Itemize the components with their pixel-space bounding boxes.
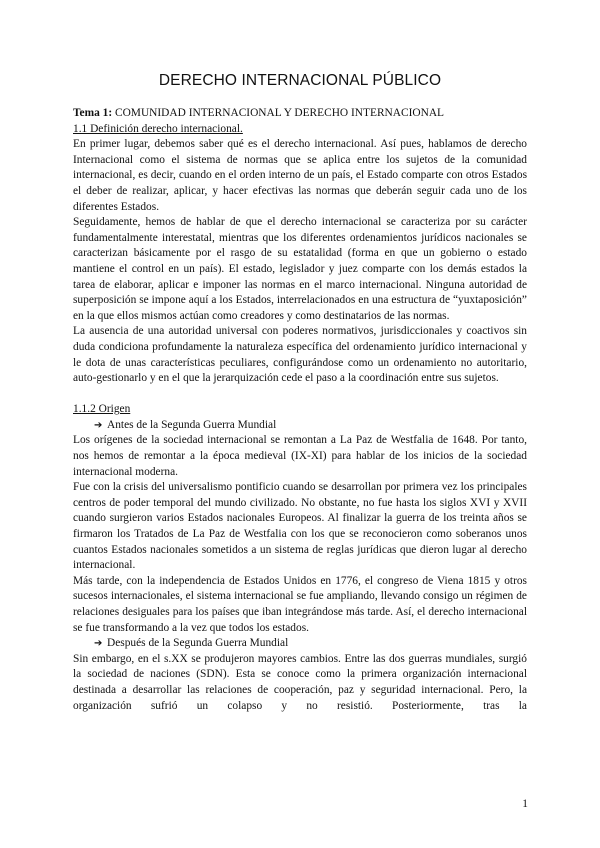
section-heading-1-1: 1.1 Definición derecho internacional. [73,122,243,135]
bullet-item [94,418,527,434]
arrow-right-icon: ➔ [94,638,103,650]
bullet-text: Antes de la Segunda Guerra Mundial [107,418,277,431]
topic-title: COMUNIDAD INTERNACIONAL Y DERECHO INTERNACIONAL [112,107,445,119]
spacer [73,387,527,403]
bullet-item [94,636,527,652]
topic-label: Tema 1: [73,107,113,119]
paragraph: Sin embargo, en el s.XX se produjeron mayores cambios. Entre las dos guerras mundiales, surgió la sociedad de naciones (SDN). Esta se conoce como la primera organización internacional destinada a desarrollar las relaciones de cooperación, paz y seguridad internacional. Pero, la organización sufrió un colapso y no resistió. Posteriormente, tras la [73,652,527,712]
arrow-right-icon: ➔ [94,419,103,431]
document-body [73,106,527,714]
paragraph: Fue con la crisis del universalismo pontificio cuando se desarrollan por primera vez los principales centros de poder temporal del mundo civilizado. No obstante, no fue hasta los siglos XVI y XVII cuando surgieron varios Estados nacionales Europeos. Al finalizar la guerra de los treinta años se firmaron los Tratados de La Paz de Westfalia con los que se reconocieron como soberanos unos cuantos Estados nacionales sometidos a un sistema de reglas jurídicas que dieron lugar al derecho internacional. [73,481,527,572]
paragraph: Más tarde, con la independencia de Estados Unidos en 1776, el congreso de Viena 1815 y otros sucesos internacionales, el sistema internacional se fue ampliando, llevando consigo un régimen de relaciones desiguales para los países que iban integrándose más tarde. Así, el derecho internacional se fue transformando a la vez que todos los estados. [73,574,527,634]
paragraph: La ausencia de una autoridad universal con poderes normativos, jurisdiccionales y coactivos sin duda condiciona profundamente la naturaleza específica del ordenamiento jurídico internacional y le dota de unas características peculiares, configurándose como un ordenamiento no autoritario, auto-gestionarlo y en el que la jerarquización cede el paso a la coordinación entre sus sujetos. [73,325,527,385]
document-title: DERECHO INTERNACIONAL PÚBLICO [158,72,442,89]
section-heading-1-1-2: 1.1.2 Origen [73,403,131,416]
bullet-text: Después de la Segunda Guerra Mundial [107,637,289,650]
page-number: 1 [522,798,528,810]
paragraph: Seguidamente, hemos de hablar de que el derecho internacional se caracteriza por su carácter fundamentalmente interestatal, mientras que los diferentes ordenamientos jurídicos nacionales se caracterizan básicamente por el rasgo de su estatalidad (forma en que un gobierno o estado mantiene el control en un país). El estado, legislador y juez comparte con los demás estados la tarea de elaborar, aplicar e imponer las normas en el marco internacional. Ninguna autoridad de superposición se impone aquí a los Estados, interrelacionados en una estructura de “yuxtaposición” en la que ellos mismos actúan como creadores y como destinatarios de las normas. [73,216,527,322]
paragraph: Los orígenes de la sociedad internacional se remontan a La Paz de Westfalia de 1648. Por tanto, nos hemos de remontar a la época medieval (IX-XI) para hablar de los inicios de la sociedad internacional moderna. [73,434,527,478]
topic-heading [73,106,527,122]
paragraph: En primer lugar, debemos saber qué es el derecho internacional. Así pues, hablamos de derecho Internacional como el sistema de normas que se aplica entre los sujetos de la comunidad internacional, es decir, cuando en el orden interno de un país, el Estado comparte con otros Estados el deber de realizar, aplicar, y hacer efectivas las normas que deberán seguir cada uno de los diferentes Estados. [73,138,527,213]
